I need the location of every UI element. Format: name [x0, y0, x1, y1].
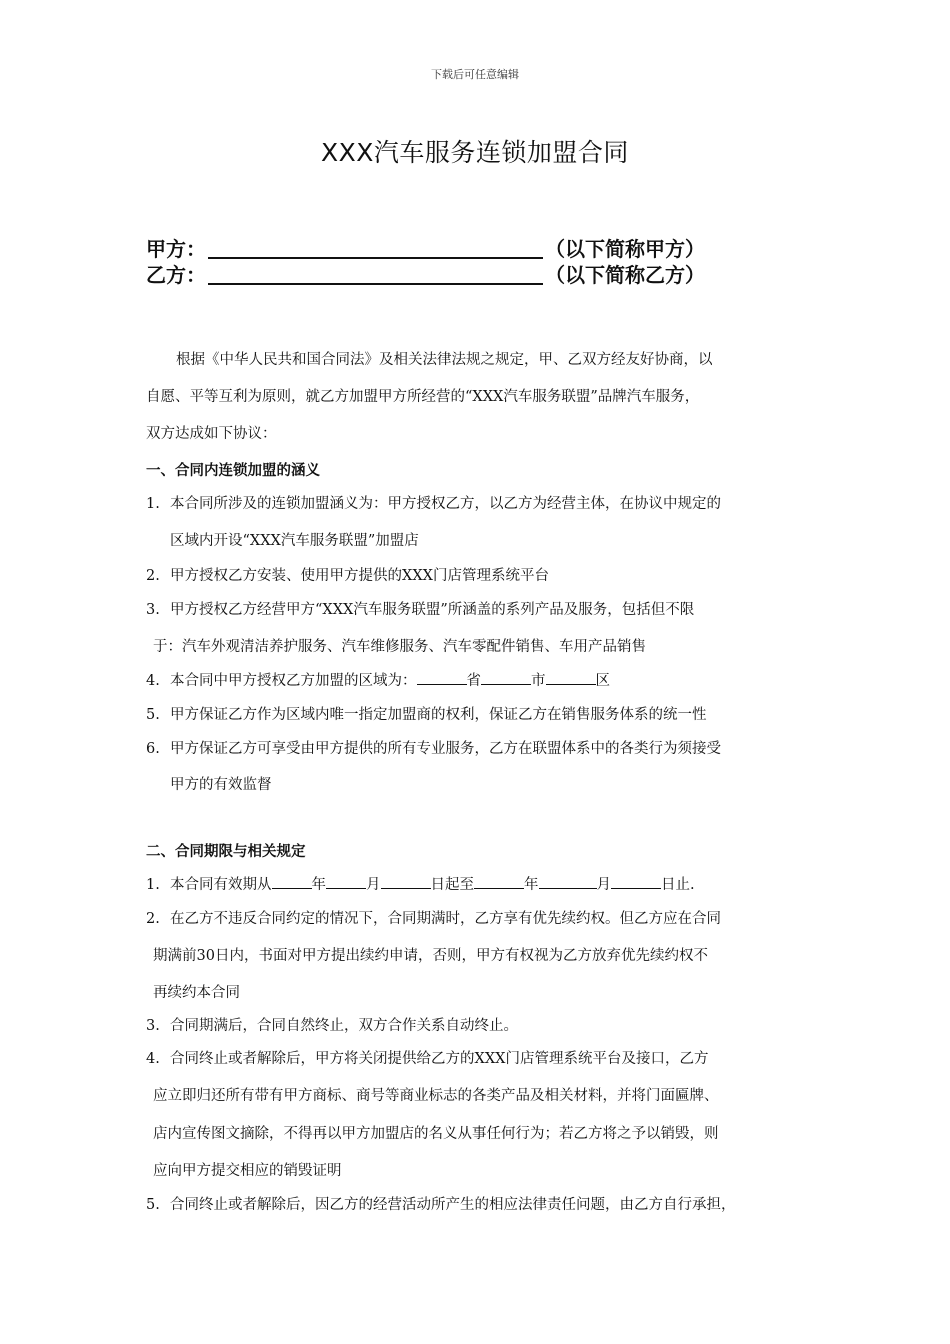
list-item — [146, 564, 549, 585]
party-b-label: 乙方： — [146, 263, 206, 287]
item-continuation: 期满前30日内，书面对甲方提出续约申请，否则，甲方有权视为乙方放弃优先续约权不 — [153, 948, 708, 964]
header-note: 下载后可任意编辑 — [431, 68, 519, 81]
item-continuation: 应向甲方提交相应的销毁证明 — [153, 1163, 342, 1179]
start-year-blank — [272, 875, 312, 889]
item-text: 本合同所涉及的连锁加盟涵义为：甲方授权乙方，以乙方为经营主体，在协议中规定的 — [170, 496, 721, 512]
item-number: 5. — [146, 1197, 160, 1213]
list-item — [146, 1047, 708, 1068]
item-text: 在乙方不违反合同约定的情况下，合同期满时，乙方享有优先续约权。但乙方应在合同 — [170, 911, 721, 927]
district-label: 区 — [595, 673, 610, 689]
item-number: 4. — [146, 673, 160, 689]
list-item — [146, 669, 610, 690]
start-month-blank — [326, 875, 366, 889]
list-item — [146, 492, 721, 513]
day-to-label: 日止. — [661, 877, 695, 893]
section-heading-2: 二、合同期限与相关规定 — [146, 844, 306, 860]
party-b-note: （以下简称乙方） — [545, 263, 705, 287]
list-item — [146, 1193, 736, 1214]
item-continuation: 区域内开设“XXX汽车服务联盟”加盟店 — [170, 533, 419, 549]
year-label: 年 — [524, 877, 539, 893]
item-text: 甲方授权乙方安装、使用甲方提供的XXX门店管理系统平台 — [170, 568, 549, 584]
party-b-blank — [208, 265, 543, 285]
end-day-blank — [611, 875, 661, 889]
item-number: 1. — [146, 877, 160, 893]
list-item — [146, 737, 721, 758]
item-text: 合同终止或者解除后，甲方将关闭提供给乙方的XXX门店管理系统平台及接口，乙方 — [170, 1051, 709, 1067]
item-text: 甲方保证乙方可享受由甲方提供的所有专业服务，乙方在联盟体系中的各类行为须接受 — [170, 741, 721, 757]
section-heading-1: 一、合同内连锁加盟的涵义 — [146, 463, 320, 479]
item-number: 1. — [146, 496, 160, 512]
end-year-blank — [474, 875, 524, 889]
item-continuation: 应立即归还所有带有甲方商标、商号等商业标志的各类产品及相关材料，并将门面匾牌、 — [153, 1088, 719, 1104]
item-continuation: 店内宣传图文摘除，不得再以甲方加盟店的名义从事任何行为；若乙方将之予以销毁，则 — [153, 1126, 719, 1142]
item-text: 本合同有效期从 — [170, 877, 272, 893]
item-number: 2. — [146, 911, 160, 927]
item-number: 3. — [146, 1018, 160, 1034]
item-continuation: 再续约本合同 — [153, 985, 240, 1001]
item-continuation: 于：汽车外观清洁养护服务、汽车维修服务、汽车零配件销售、车用产品销售 — [153, 639, 646, 655]
intro-line: 双方达成如下协议： — [146, 426, 277, 442]
party-a-label: 甲方： — [146, 237, 206, 261]
district-blank — [546, 671, 596, 685]
item-text: 合同终止或者解除后，因乙方的经营活动所产生的相应法律责任问题，由乙方自行承担， — [170, 1197, 736, 1213]
item-number: 5. — [146, 707, 160, 723]
province-blank — [417, 671, 467, 685]
list-item — [146, 1014, 518, 1035]
party-b-line — [146, 262, 705, 288]
year-label: 年 — [311, 877, 326, 893]
list-item — [146, 907, 721, 928]
month-label: 月 — [366, 877, 381, 893]
item-text: 合同期满后，合同自然终止，双方合作关系自动终止。 — [170, 1018, 518, 1034]
item-text: 甲方保证乙方作为区域内唯一指定加盟商的权利，保证乙方在销售服务体系的统一性 — [170, 707, 707, 723]
province-label: 省 — [466, 673, 481, 689]
item-continuation: 甲方的有效监督 — [170, 777, 272, 793]
end-month-blank — [539, 875, 597, 889]
item-number: 6. — [146, 741, 160, 757]
item-number: 4. — [146, 1051, 160, 1067]
city-blank — [481, 671, 531, 685]
party-a-blank — [208, 239, 543, 259]
intro-line: 自愿、平等互利为原则，就乙方加盟甲方所经营的“XXX汽车服务联盟”品牌汽车服务， — [146, 389, 700, 405]
item-text: 本合同中甲方授权乙方加盟的区域为： — [170, 673, 417, 689]
list-item — [146, 598, 694, 619]
city-label: 市 — [531, 673, 546, 689]
start-day-blank — [381, 875, 431, 889]
intro-paragraph — [146, 342, 814, 453]
day-from-label: 日起至 — [430, 877, 474, 893]
party-a-note: （以下简称甲方） — [545, 237, 705, 261]
list-item — [146, 703, 707, 724]
item-text: 甲方授权乙方经营甲方“XXX汽车服务联盟”所涵盖的系列产品及服务，包括但不限 — [170, 602, 695, 618]
list-item — [146, 873, 695, 894]
item-number: 2. — [146, 568, 160, 584]
page-title: XXX汽车服务连锁加盟合同 — [321, 138, 629, 167]
intro-line: 根据《中华人民共和国合同法》及相关法律法规之规定，甲、乙双方经友好协商，以 — [176, 352, 713, 368]
month-label: 月 — [596, 877, 611, 893]
item-number: 3. — [146, 602, 160, 618]
